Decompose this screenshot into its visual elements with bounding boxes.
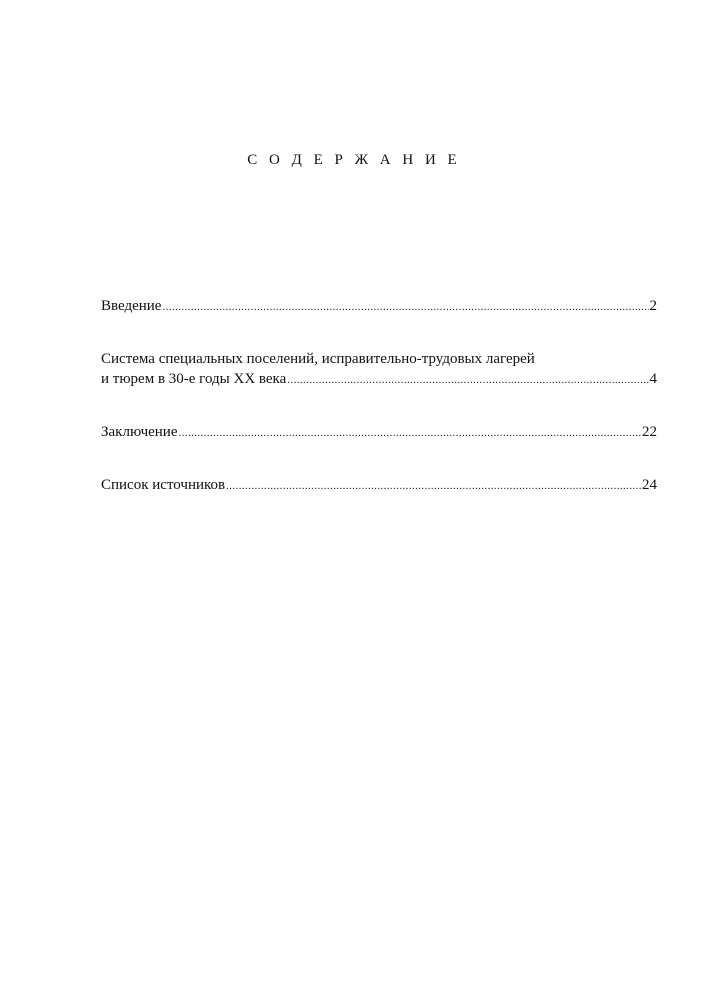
toc-entry-title: и тюрем в 30-е годы XX века [101,371,287,387]
toc-entry-line [101,296,657,317]
toc-page-number: 22 [642,424,657,440]
toc-entry-title: Список источников [101,477,226,493]
toc-entry-line [101,369,657,390]
toc-entry-title: Введение [101,298,162,314]
dot-leader [226,476,641,496]
toc-entry-sources [101,475,657,496]
dot-leader [287,370,648,390]
toc-page-number: 24 [642,477,657,493]
toc-entry-system [101,349,657,390]
toc-entry-title-line-1: Система специальных поселений, исправительно-трудовых лагерей [101,351,535,367]
toc-page-number: 2 [649,298,657,314]
toc-entry-introduction [101,296,657,317]
dot-leader [162,297,648,317]
table-of-contents [101,296,657,496]
toc-entry-line [101,422,657,443]
dot-leader [179,423,642,443]
toc-entry-conclusion [101,422,657,443]
toc-page-number: 4 [649,371,657,387]
toc-entry-title: Заключение [101,424,178,440]
toc-entry-line [101,475,657,496]
toc-heading: С О Д Е Р Ж А Н И Е [247,152,461,168]
